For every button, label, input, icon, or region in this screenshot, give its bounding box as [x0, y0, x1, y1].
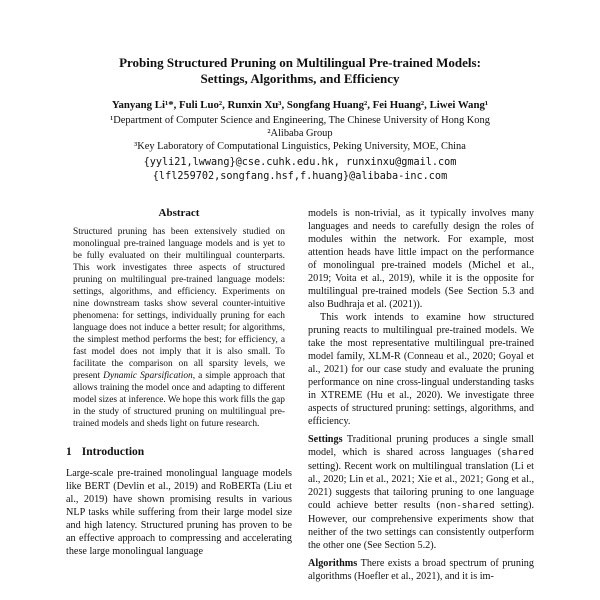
section-title: Introduction [81, 446, 145, 458]
section-heading-introduction [66, 446, 292, 458]
email-block [66, 156, 534, 183]
right-paragraph-1: models is non-trivial, as it typically involves many languages and needs to carefully design the roles of modules within the network. For example, most attention heads have little impact on the performance of monolingual pre-trained models (Michel et al., 2019; Voita et al., 2019), while it is the opposite for multilingual pre-trained models (See Section 5.3 and also Budhraja et al. (2021)). [308, 208, 534, 310]
settings-paragraph: Settings Traditional pruning produces a single small model, which is shared across languages (shared setting). Recent work on multilingual translation (Li et al., 2020; Lin et al., 2021; Xie et al., 2021; Gong et al., 2021) suggests that tailoring pruning to one language could achieve better results (non-shared setting). However, our comprehensive experiments show that neither of the two settings can consistently outperform the other one (See Section 5.2). [308, 434, 535, 551]
two-column-body [66, 207, 534, 583]
affiliation-1: ¹Department of Computer Science and Engineering, The Chinese University of Hong Kong [110, 115, 490, 126]
intro-paragraph: Large-scale pre-trained monolingual language models like BERT (Devlin et al., 2019) and RoBERTa (Liu et al., 2019) have shown promising results in various NLP tasks while suffering from their large model size and high latency. Structured pruning has proven to be an effective approach to compressing and accelerating these large monolingual language [66, 468, 292, 557]
email-line-2: {lfl259702,songfang.hsf,f.huang}@alibaba-inc.com [152, 170, 448, 182]
right-column [308, 207, 534, 583]
paper-title-line-2: Settings, Algorithms, and Efficiency [200, 71, 400, 86]
title-block [66, 55, 534, 183]
affiliation-3: ³Key Laboratory of Computational Linguistics, Peking University, MOE, China [134, 141, 466, 152]
email-line-1: {yyli21,lwwang}@cse.cuhk.edu.hk, runxinxu@gmail.com [143, 157, 457, 168]
section-number: 1 [66, 446, 72, 458]
affiliation-2: ²Alibaba Group [267, 128, 333, 139]
algorithms-paragraph: Algorithms There exists a broad spectrum of pruning algorithms (Hoefler et al., 2021), and it is im- [308, 558, 534, 582]
paper-title [66, 55, 534, 87]
left-column [66, 207, 292, 583]
abstract-heading: Abstract [158, 207, 200, 219]
paper-title-line-1: Probing Structured Pruning on Multilingual Pre-trained Models: [119, 55, 481, 70]
right-paragraph-2: This work intends to examine how structured pruning reacts to multilingual pre-trained models. We take the most representative multilingual pre-trained model family, XLM-R (Conneau et al., 2020; Goyal et al., 2021) for our case study and evaluate the pruning performance on nine cross-lingual understanding tasks in XTREME (Hu et al., 2020). We investigate three aspects of structured pruning: settings, algorithms, and efficiency. [308, 312, 534, 427]
author-line: Yanyang Li¹*, Fuli Luo², Runxin Xu³, Songfang Huang², Fei Huang², Liwei Wang¹ [111, 99, 489, 111]
abstract-text: Structured pruning has been extensively studied on monolingual pre-trained language models and is yet to be fully evaluated on their multilingual counterparts. This work investigates three aspects of structured pruning on multilingual pre-trained language models: settings, algorithms, and efficiency. Experiments on nine downstream tasks show several counter-intuitive phenomena: for settings, individually pruning for each language does not induce a better result; for algorithms, the simplest method performs the best; for efficiency, a fast model does not imply that it is also small. To facilitate the comparison on all sparsity levels, we present Dynamic Sparsification, a simple approach that allows training the model once and adapting to different model sizes at inference. We hope this work fills the gap in the study of structured pruning on multilingual pre-trained models and sheds light on future research. [73, 227, 285, 429]
